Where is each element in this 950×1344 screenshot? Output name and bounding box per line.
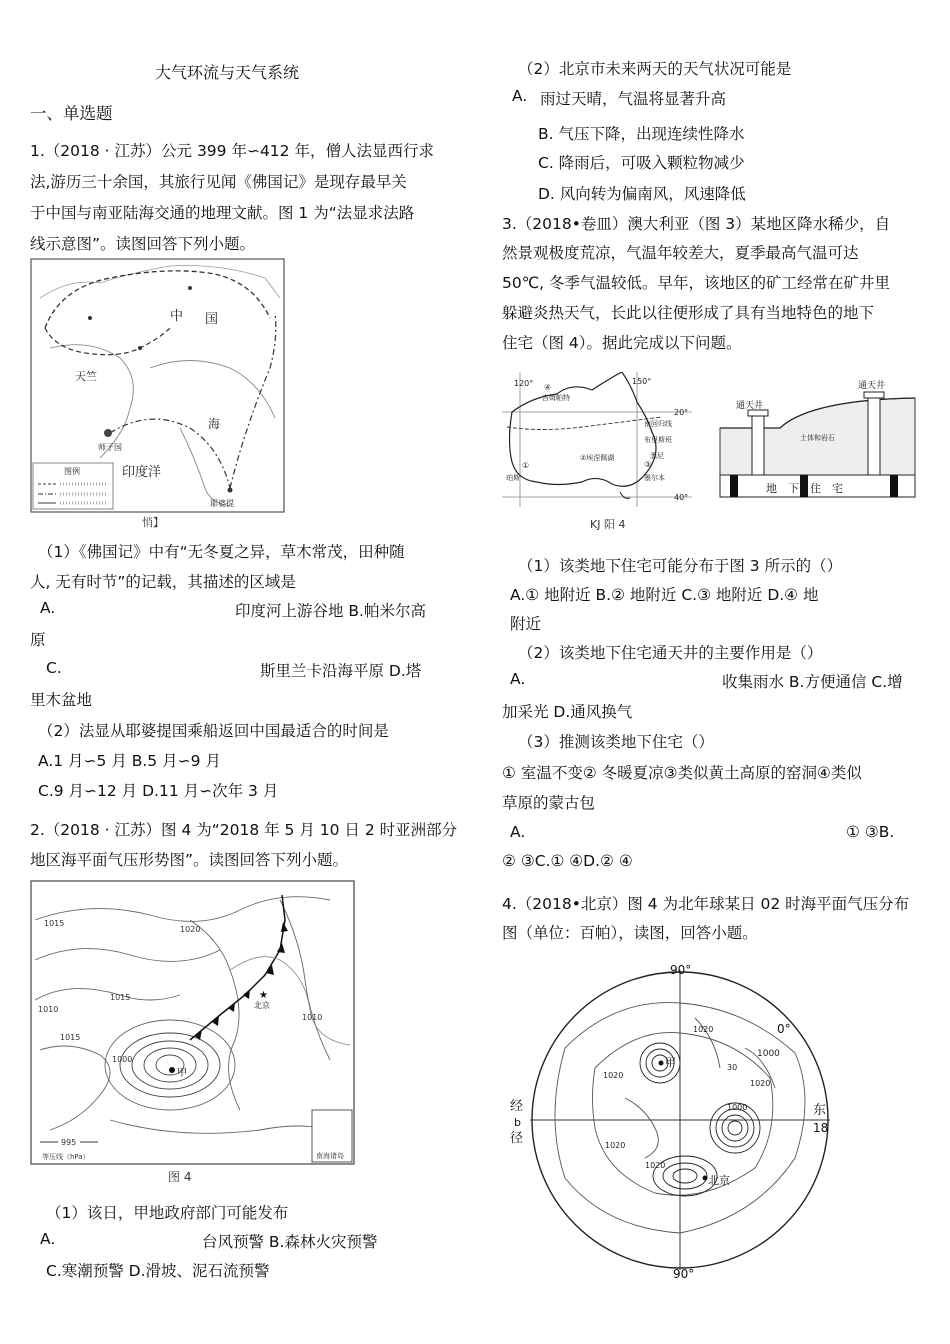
q3-stem-line: 躲避炎热天气，长此以往便形成了具有当地特色的地下 [502, 304, 875, 322]
q1-stem-line: 线示意图”。读图回答下列小题。 [30, 235, 256, 253]
q3-sub3-option[interactable]: A. [510, 823, 526, 841]
legend-value: 995 [61, 1138, 77, 1147]
soil-label: 土体和岩石 [800, 434, 835, 442]
q2-sub2-option[interactable]: B. 气压下降，出现连续性降水 [538, 125, 745, 143]
lon-label-left-b: b [514, 1116, 521, 1129]
q1-sub1-option[interactable]: C. [46, 659, 62, 677]
shaft-label: 通天井 [736, 401, 764, 411]
q4-stem-line: 图（单位：百帕），读图，回答小题。 [502, 924, 758, 942]
q2-stem-line: 地区海平面气压形势图”。读图回答下列小题。 [30, 851, 349, 869]
isobar-label: 1020 [605, 1141, 626, 1150]
q3-stem-line: 3.（2018•卷皿）澳大利亚（图 3）某地区降水稀少，自 [502, 215, 891, 233]
lat-label-bottom: 90° [673, 1267, 695, 1281]
q1-sub1-option: 原 [30, 631, 46, 649]
isobar-label: 1000 [757, 1049, 780, 1059]
q1-sub1-stem: （1）《佛国记》中有“无冬夏之异，草木常茂，田种随 [38, 543, 405, 561]
map-legend-title: 图例 [64, 467, 80, 476]
lon-label-right-num: 18 [813, 1121, 829, 1135]
map-label-jia: 甲 [665, 1056, 676, 1069]
q1-sub1-option: 里木盆地 [30, 691, 93, 709]
map-label-china: 中 [170, 309, 184, 324]
lat-label-top: 90° [670, 963, 692, 977]
q1-sub1-option[interactable]: A. [40, 599, 56, 617]
q2-sub2-option[interactable]: D. 风向转为偏南风，风速降低 [538, 185, 746, 203]
q1-sub1-option[interactable]: 印度河上游谷地 B.帕米尔高 [235, 602, 426, 620]
map-label-brisbane: 布里斯班 [644, 436, 672, 444]
q2-stem-line: 2.（2018 · 江苏）图 4 为“2018 年 5 月 10 日 2 时亚洲部分 [30, 821, 458, 839]
map-label-jia: 甲 [177, 1068, 187, 1079]
q2-sub1-option[interactable]: 台风预警 B.森林火灾预警 [202, 1233, 378, 1251]
q3-stem-line: 住宅（图 4）。据此完成以下问题。 [502, 334, 742, 352]
q3-sub1-option: 附近 [510, 615, 542, 633]
q1-figure-caption: 悄】 [142, 516, 164, 529]
q3-stem-line: 50℃, 冬季气温较低。早年，该地区的矿工经常在矿井里 [502, 274, 890, 292]
q3-sub2-stem: （2）该类地下住宅通天井的主要作用是（） [518, 644, 823, 662]
isobar-label: 1020 [645, 1161, 666, 1170]
map-label-lake: ②埃涅佩湖 [580, 454, 615, 462]
q3-sub3-stem: （3）推测该类地下住宅（） [518, 733, 714, 751]
q2-sub1-option[interactable]: C.寒潮预警 D.滑坡、泥石流预警 [46, 1262, 270, 1280]
lat-label: 20° [674, 408, 689, 417]
isobar-label: 1020 [693, 1025, 714, 1034]
isobar-label: 1000 [727, 1103, 748, 1112]
map-label-city4: ④ [544, 383, 552, 392]
lat-label: 40° [674, 493, 689, 502]
isobar-label: 1020 [603, 1071, 624, 1080]
q2-sub1-stem: （1）该日，甲地政府部门可能发布 [46, 1204, 289, 1222]
q3-sub3-option[interactable]: ① ③B. [846, 823, 895, 841]
q1-sub1-stem: 人, 无有时节”的记载，其描述的区域是 [30, 573, 296, 591]
q2-sub1-option[interactable]: A. [40, 1230, 56, 1248]
q3-sub1-stem: （1）该类地下住宅可能分布于图 3 所示的（） [518, 557, 843, 575]
lon-label-left: 经 [510, 1099, 524, 1114]
map-label-city3: ③ [644, 460, 652, 469]
svg-text:★: ★ [259, 990, 268, 1001]
isobar-label: 1010 [38, 1005, 59, 1014]
isobar-label: 30 [727, 1063, 738, 1072]
isobar-label: 1010 [302, 1013, 323, 1022]
q3-sub2-option[interactable]: A. [510, 670, 526, 688]
asia-pressure-map [30, 880, 355, 1165]
q4-stem-line: 4.（2018•北京）图 4 为北年球某日 02 时海平面气压分布 [502, 895, 910, 913]
map-label-tropic: 南回归线 [644, 420, 672, 428]
map-label-port: 吉姆帕特 [542, 394, 570, 402]
q2-sub2-option[interactable]: A. [512, 87, 528, 105]
q1-stem-line: 法,游历三十余国，其旅行见闻《佛国记》是现存最早关 [30, 173, 407, 191]
isobar-label: 1020 [750, 1079, 771, 1088]
lon-label: 120° [514, 379, 534, 388]
q1-stem-line: 于中国与南亚陆海交通的地理文献。图 1 为“法显求法路 [30, 204, 415, 222]
q3-sub2-option[interactable]: 加采光 D.通风换气 [502, 703, 633, 721]
lon-label-left-c: 径 [510, 1131, 524, 1146]
polar-pressure-map [505, 958, 835, 1284]
map-label-india: 天竺 [75, 370, 97, 383]
map-label-beijing: 北京 [254, 1001, 270, 1010]
q1-sub2-stem: （2）法显从耶婆提国乘船返回中国最适合的时间是 [38, 722, 389, 740]
legend-label: 等压线（hPa） [42, 1153, 90, 1161]
underground-house-diagram [700, 380, 920, 500]
map-label-java: 耶婆提 [210, 499, 234, 508]
isobar-label: 1015 [60, 1033, 81, 1042]
isobar-label: 1020 [180, 925, 201, 934]
lon-label-zero: 0° [777, 1022, 791, 1036]
section-heading: 一、单选题 [30, 104, 113, 123]
q3-figure-caption: KJ 阳 4 [590, 518, 626, 531]
faxian-route-map [30, 258, 285, 513]
map-label-sea: 海 [208, 417, 221, 431]
q1-stem-line: 1.（2018 · 江苏）公元 399 年∽412 年，僧人法显西行求 [30, 142, 434, 160]
isobar-label: 1000 [112, 1055, 133, 1064]
map-label-city1: ① [522, 461, 530, 470]
map-label-melb: 墨尔本 [644, 474, 665, 482]
shaft-label: 通天井 [858, 381, 886, 391]
q3-stem-line: 然景观极度荒凉，气温年较差大，夏季最高气温可达 [502, 244, 859, 262]
house-label: 地 下 住 宅 [766, 482, 843, 495]
q3-sub3-option[interactable]: ② ③C.① ④D.② ④ [502, 852, 633, 870]
map-label-perth: 珀斯 [506, 474, 520, 482]
isobar-label: 1015 [44, 919, 65, 928]
page-title: 大气环流与天气系统 [155, 63, 300, 82]
lon-label-right: 东 [813, 1103, 827, 1118]
q1-sub2-option[interactable]: C.9 月∽12 月 D.11 月∽次年 3 月 [38, 782, 279, 800]
q2-sub2-option[interactable]: 雨过天晴，气温将显著升高 [540, 90, 727, 108]
isobar-label: 1015 [110, 993, 131, 1002]
australia-map [502, 372, 692, 507]
lon-label: 150° [632, 377, 652, 386]
q3-sub3-line: ① 室温不变② 冬暖夏凉③类似黄土高原的窑洞④类似 [502, 764, 862, 782]
map-label-beijing: 北京 [708, 1174, 730, 1187]
q3-sub1-option[interactable]: A.① 地附近 B.② 地附近 C.③ 地附近 D.④ 地 [510, 586, 819, 604]
map-label-ceylon: 师子国 [98, 443, 122, 452]
q3-sub2-option[interactable]: 收集雨水 B.方便通信 C.增 [722, 673, 903, 691]
q1-sub1-option[interactable]: 斯里兰卡沿海平原 D.塔 [260, 662, 422, 680]
map-label-ocean: 印度洋 [122, 465, 162, 480]
q2-sub2-option[interactable]: C. 降雨后，可吸入颗粒物减少 [538, 154, 745, 172]
map-label-sydney: 悉尼 [650, 452, 664, 460]
q2-sub2-stem: （2）北京市未来两天的天气状况可能是 [518, 60, 792, 78]
q3-sub3-line: 草原的蒙古包 [502, 794, 596, 812]
q1-sub2-option[interactable]: A.1 月∽5 月 B.5 月∽9 月 [38, 752, 221, 770]
map-label-china2: 国 [205, 312, 219, 327]
map-label-islands: 南海诸岛 [316, 1152, 344, 1160]
q2-figure-caption: 图 4 [168, 1170, 192, 1184]
